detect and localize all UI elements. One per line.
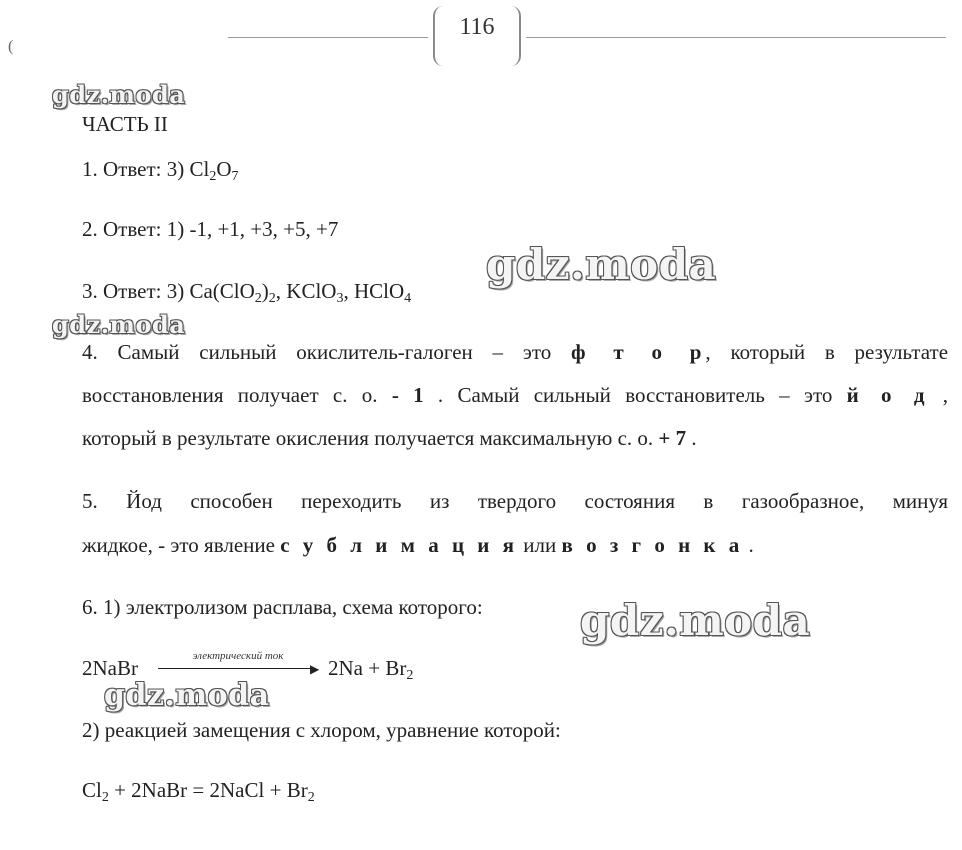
subscript: 2: [254, 291, 262, 306]
answer-text: .: [691, 426, 697, 450]
answer-text: . Самый сильный восстановитель – это: [437, 383, 833, 407]
answer-text: 4. Самый сильный окислитель-галоген – это: [82, 340, 552, 364]
subscript: 2: [307, 790, 315, 805]
watermark: gdz.moda: [52, 310, 186, 339]
answer-6-part-2: 2) реакцией замещения с хлором, уравнение которой:: [82, 718, 561, 742]
answer-6-part-1: 6. 1) электролизом расплава, схема которого:: [82, 595, 483, 619]
answer-text: , KClO: [275, 279, 337, 303]
subscript: 2: [101, 790, 109, 805]
subscript: 2: [406, 668, 414, 683]
reaction-arrow: [154, 650, 326, 680]
equation-electrolysis-right: [328, 656, 413, 681]
answer-text: , который в результате: [705, 340, 949, 364]
page-number: 116: [459, 14, 495, 40]
header-rule-right: [526, 37, 946, 38]
watermark: gdz.moda: [104, 678, 270, 713]
watermark: gdz.moda: [486, 240, 717, 289]
oxidation-state: + 7: [658, 426, 687, 450]
answer-keyword: в о з г о н к а: [561, 533, 744, 557]
answer-text: ): [261, 279, 269, 303]
answer-text: 2Na + Br: [328, 656, 407, 680]
answer-2: 2. Ответ: 1) -1, +1, +3, +5, +7: [82, 217, 339, 241]
answer-text: + 2NaBr = 2NaCl + Br: [108, 778, 308, 802]
answer-keyword: ф т о р: [571, 340, 706, 364]
subscript: 4: [404, 291, 412, 306]
answer-text: или: [523, 533, 557, 557]
answer-text: восстановления получает с. о.: [82, 383, 378, 407]
answer-text: O: [216, 157, 232, 181]
oxidation-state: - 1: [391, 383, 424, 407]
answer-4-line-2: [82, 383, 948, 408]
header-rule-left: [228, 37, 428, 38]
watermark: gdz.moda: [580, 596, 811, 645]
answer-3: [82, 279, 411, 304]
answer-text: .: [748, 533, 754, 557]
answer-text: жидкое, - это явление: [82, 533, 275, 557]
equation-electrolysis-left: 2NaBr: [82, 656, 138, 680]
answer-text: 3. Ответ: 3) Ca(ClO: [82, 279, 255, 303]
subscript: 3: [336, 291, 344, 306]
watermark: gdz.moda: [52, 80, 186, 109]
answer-5-line-1: 5. Йод способен переходить из твердого состояния в газообразное, минуя: [82, 489, 948, 513]
answer-keyword: й о д: [846, 383, 929, 407]
arrow-label: электрический ток: [192, 650, 284, 662]
answer-text: ,: [942, 383, 949, 407]
equation-substitution: [82, 778, 315, 803]
subscript: 2: [209, 169, 217, 184]
answer-keyword: с у б л и м а ц и я: [280, 533, 519, 557]
answer-text: Cl: [82, 778, 102, 802]
answer-4-line-1: [82, 340, 948, 365]
arrow-line: [158, 668, 316, 669]
answer-text: который в результате окисления получается максимальную с. о.: [82, 426, 654, 450]
answer-5-line-2: [82, 533, 754, 558]
subscript: 7: [231, 169, 239, 184]
subscript: 2: [268, 291, 276, 306]
answer-4-line-3: [82, 426, 697, 451]
arrow-head-icon: ▶: [310, 662, 320, 676]
answer-text: , HClO: [343, 279, 405, 303]
part-title: ЧАСТЬ II: [82, 112, 168, 136]
answer-text: 1. Ответ: 3) Cl: [82, 157, 210, 181]
answer-1: [82, 157, 238, 182]
margin-mark: (: [8, 38, 14, 55]
